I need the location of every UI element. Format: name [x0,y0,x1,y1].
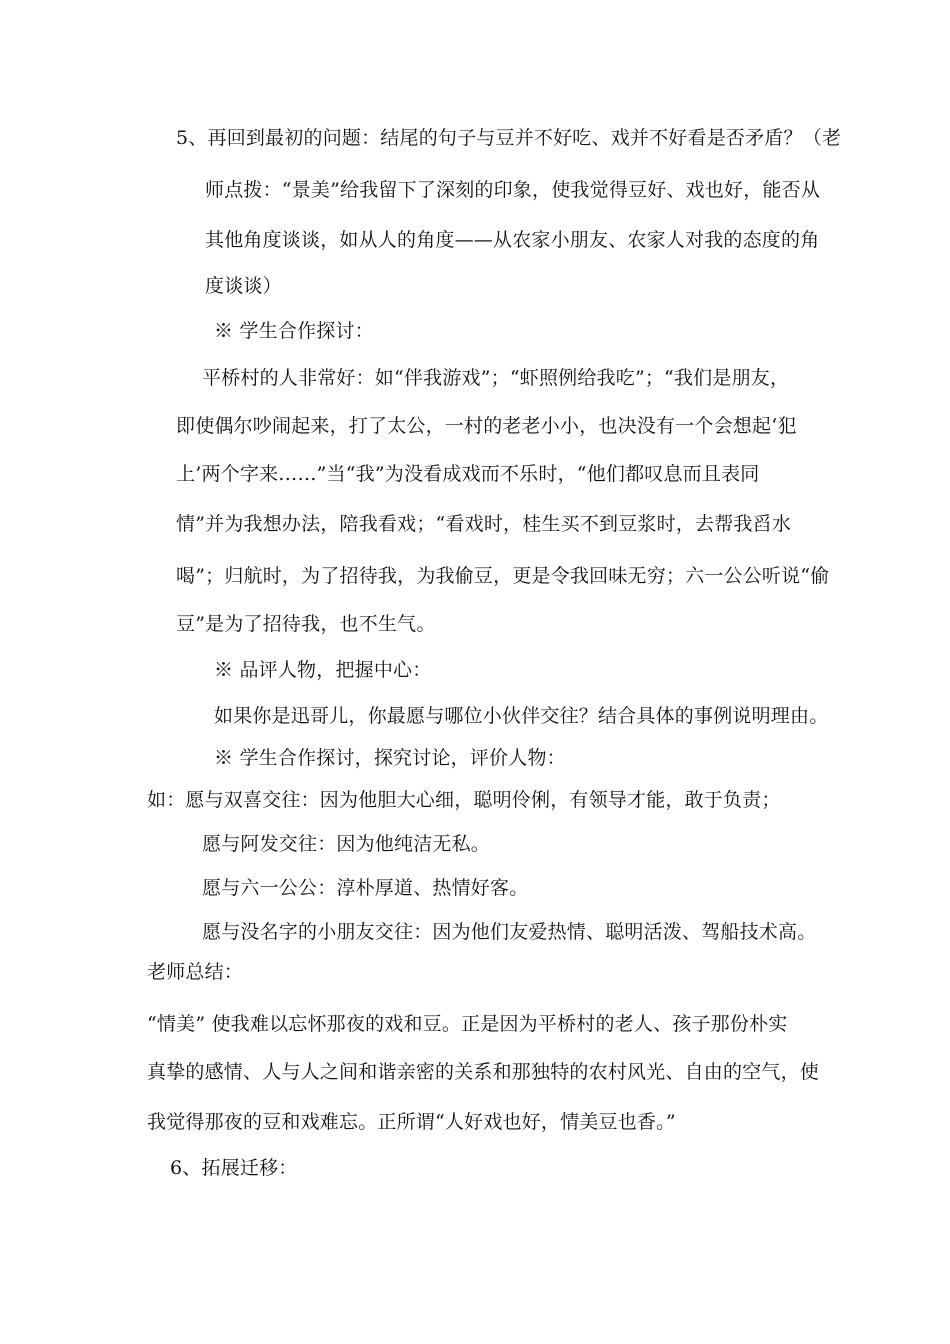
summary-line-2: 真挚的感情、人与人之间和谐亲密的关系和那独特的农村风光、自由的空气，使 [147,1061,820,1083]
paragraph-line-1: 平桥村的人非常好：如“伴我游戏”；“虾照例给我吃”；“我们是朋友， [202,367,790,389]
question-5-line-2: 师点拨：“景美”给我留下了深刻的印象，使我觉得豆好、戏也好，能否从 [205,179,821,201]
paragraph-line-2: 即使偶尔吵闹起来，打了太公，一村的老老小小，也决没有一个会想起‘犯 [176,415,797,437]
section-heading-explore: ※ 学生合作探讨，探究讨论，评价人物： [214,747,566,769]
summary-line-1: “情美” 使我难以忘怀那夜的戏和豆。正是因为平桥村的老人、孩子那份朴实 [147,1013,788,1035]
example-afa: 愿与阿发交往：因为他纯洁无私。 [202,833,491,855]
question-5-line-3: 其他角度谈谈，如从人的角度——从农家小朋友、农家人对我的态度的角 [205,229,820,251]
example-shuangxi: 如：愿与双喜交往：因为他胆大心细，聪明伶俐，有领导才能，敢于负责； [147,789,781,811]
teacher-summary-heading: 老师总结： [147,961,244,983]
prompt-question: 如果你是迅哥儿，你最愿与哪位小伙伴交往？结合具体的事例说明理由。 [214,705,829,727]
paragraph-line-6: 豆”是为了招待我，也不生气。 [176,613,436,635]
paragraph-line-5: 喝”；归航时，为了招待我，为我偷豆，更是令我回味无穷；六一公公听说“偷 [176,565,830,587]
example-friends: 愿与没名字的小朋友交往：因为他们友爱热情、聪明活泼、驾船技术高。 [202,921,817,943]
paragraph-line-3: 上’两个字来……”当“我”为没看成戏而不乐时，“他们都叹息而且表同 [176,463,760,485]
question-5-line-1: 5、再回到最初的问题：结尾的句子与豆并不好吃、戏并不好看是否矛盾？（老 [176,127,842,149]
example-liuyi: 愿与六一公公：淳朴厚道、热情好客。 [202,877,529,899]
section-6-heading: 6、拓展迁移： [170,1157,298,1179]
section-heading-evaluate: ※ 品评人物，把握中心： [214,659,432,681]
paragraph-line-4: 情”并为我想办法，陪我看戏；“看戏时，桂生买不到豆浆时，去帮我舀水 [176,513,792,535]
summary-line-3: 我觉得那夜的豆和戏难忘。正所谓“人好戏也好，情美豆也香。” [147,1111,676,1133]
question-5-line-4: 度谈谈） [205,275,282,297]
section-heading-discussion: ※ 学生合作探讨： [214,320,374,342]
